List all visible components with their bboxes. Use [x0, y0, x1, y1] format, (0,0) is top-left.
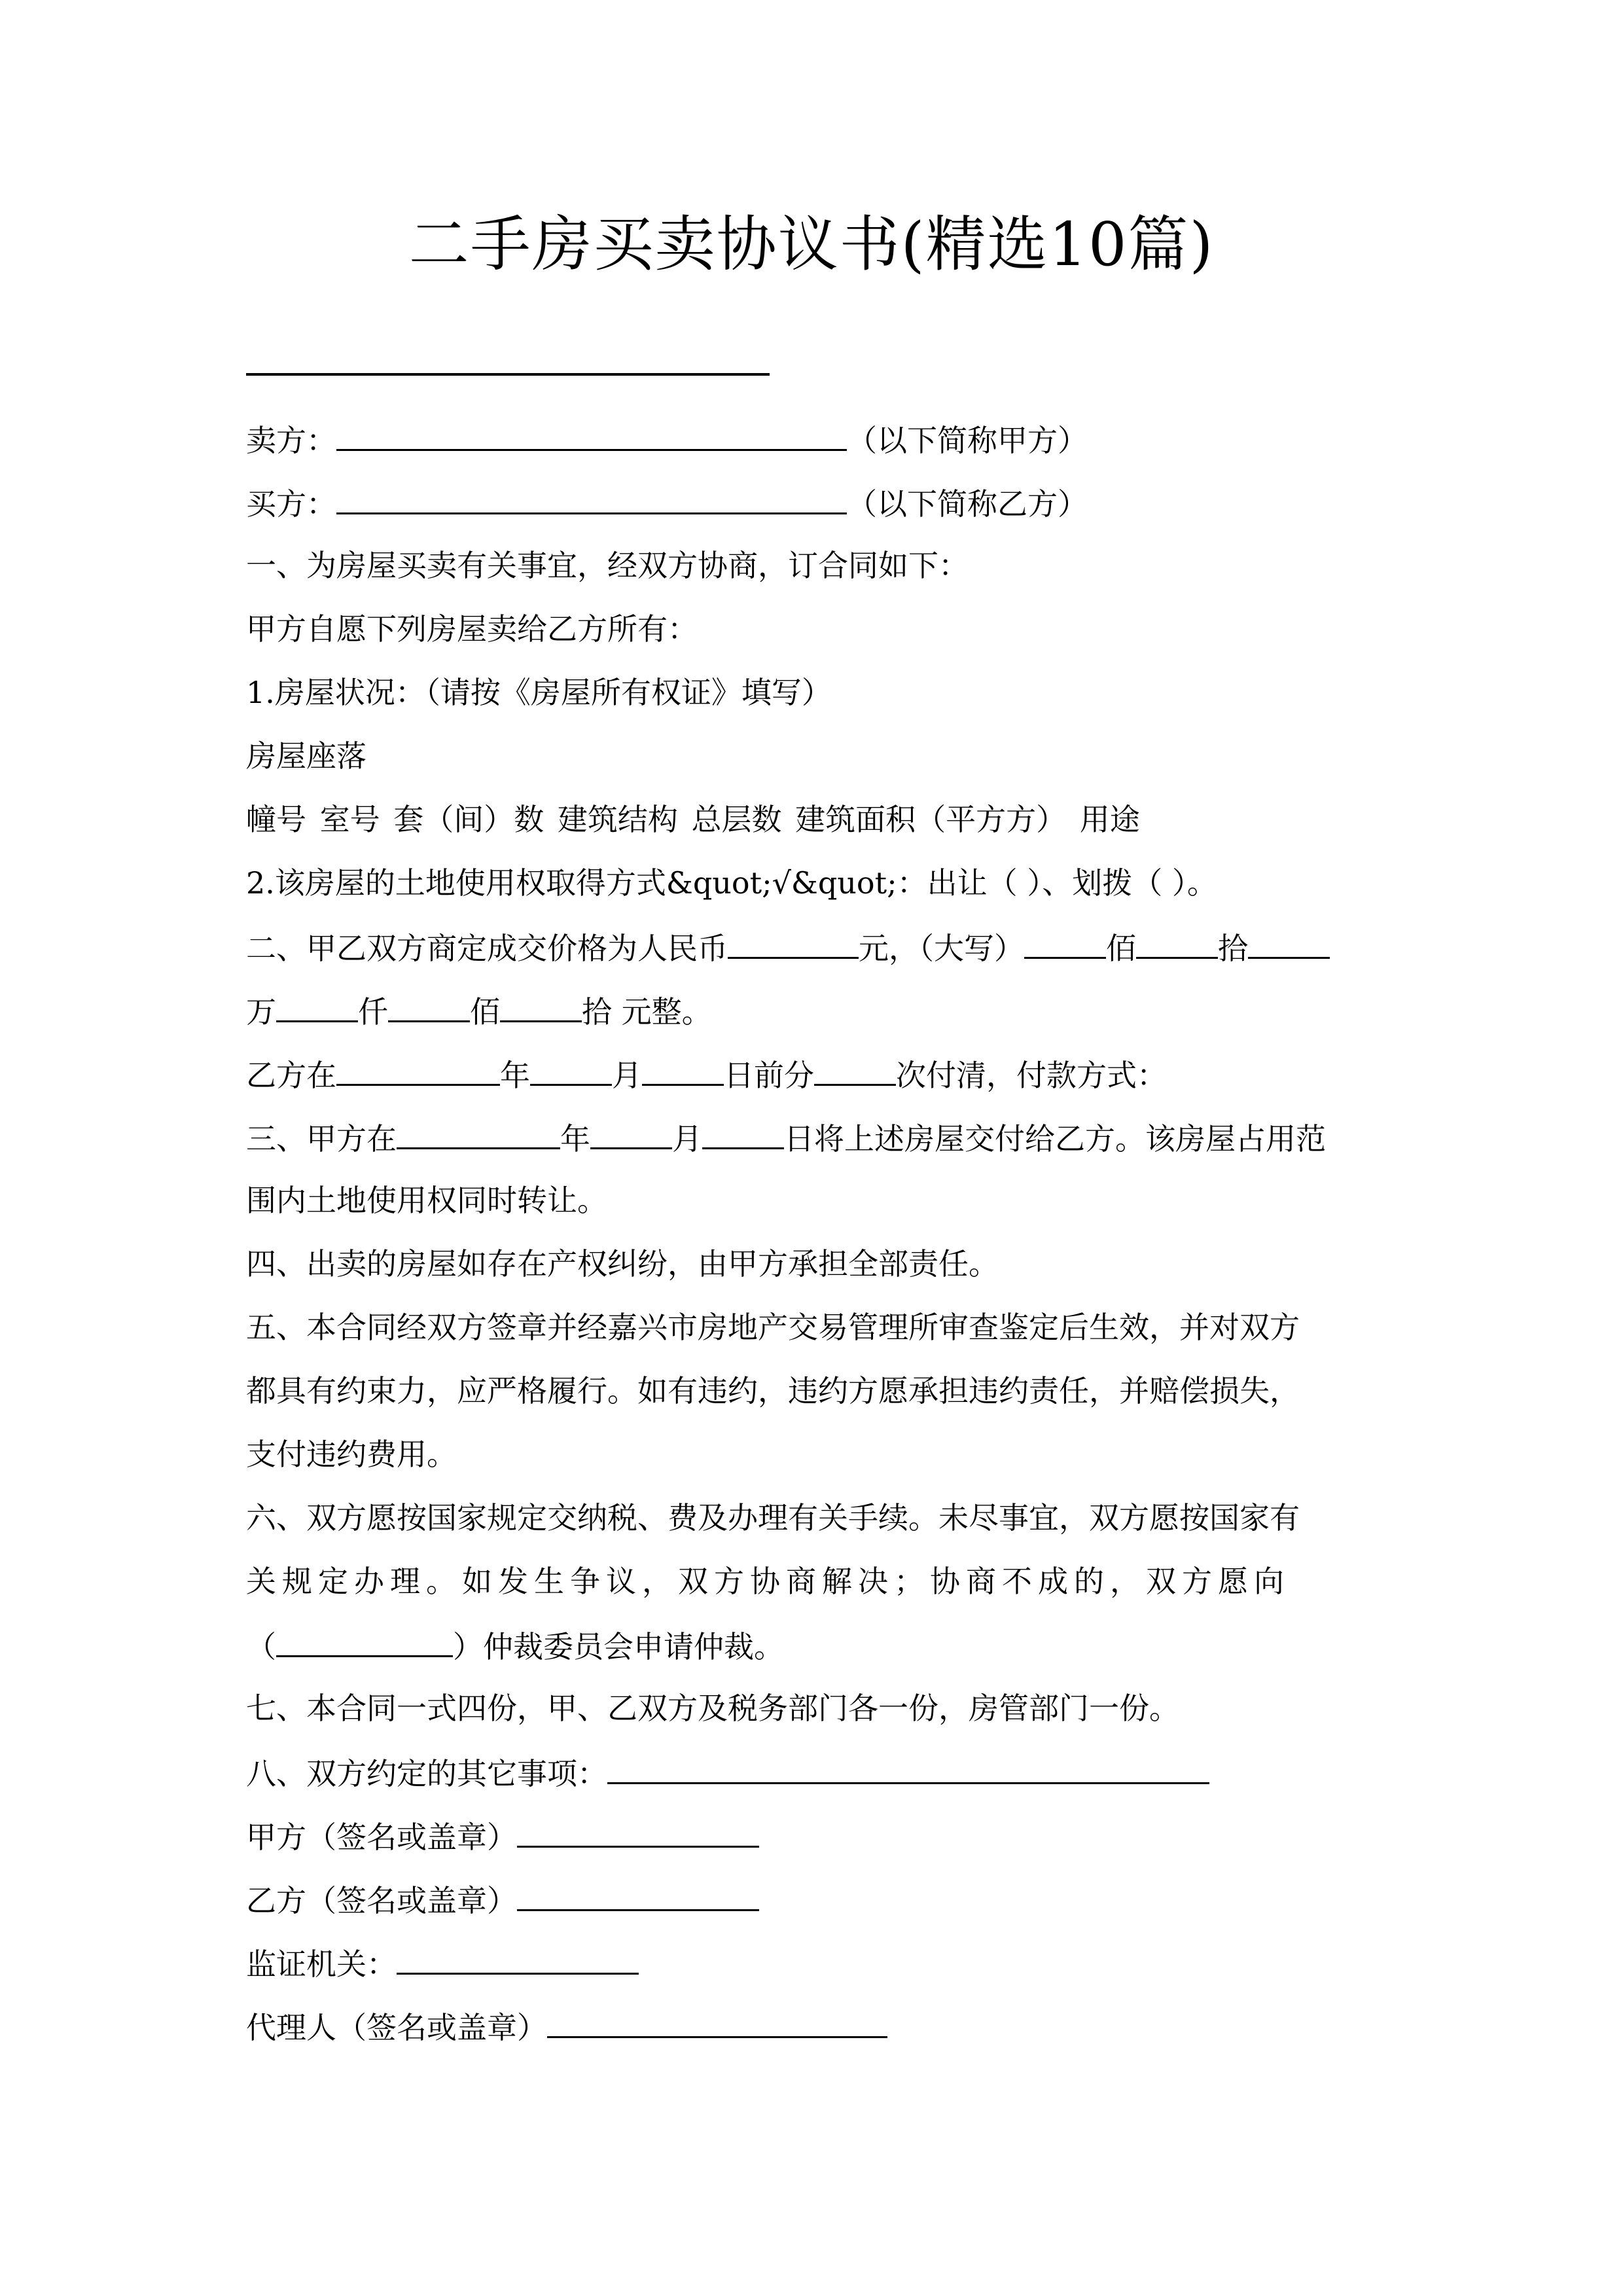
party-b-label: 乙方（签名或盖章）: [246, 1883, 517, 1918]
price-text: 佰: [1106, 931, 1136, 966]
party-a-sign-blank[interactable]: [517, 1816, 759, 1848]
supervisor-blank[interactable]: [397, 1943, 639, 1975]
supervisor-label: 监证机关：: [246, 1946, 397, 1982]
clause-5-line-3: 支付违约费用。: [246, 1437, 457, 1472]
deliver-text: 日将上述房屋交付给乙方。该房屋占用范: [784, 1121, 1326, 1157]
supervisor: [246, 1943, 639, 1984]
pay-year-blank[interactable]: [336, 1054, 500, 1086]
clause-6-line-1: 六、双方愿按国家规定交纳税、费及办理有关手续。未尽事宜，双方愿按国家有: [246, 1500, 1300, 1535]
price-bai-blank[interactable]: [1024, 927, 1106, 959]
arbitration-text: ）仲裁委员会申请仲裁。: [453, 1629, 784, 1664]
deliver-month-blank[interactable]: [590, 1117, 672, 1149]
price-shi-blank[interactable]: [1136, 927, 1218, 959]
clause-4: 四、出卖的房屋如存在产权纠纷，由甲方承担全部责任。: [246, 1246, 999, 1282]
buyer-suffix: （以下简称乙方）: [847, 486, 1088, 522]
house-status: 1.房屋状况：（请按《房屋所有权证》填写）: [246, 675, 832, 710]
price-text: 万: [246, 994, 276, 1030]
buyer-blank[interactable]: [336, 482, 847, 514]
price-line-1: [246, 927, 1330, 968]
agent-sign-blank[interactable]: [547, 2006, 887, 2038]
party-b-signature: [246, 1879, 759, 1920]
arbitration-blank[interactable]: [276, 1625, 453, 1657]
clause-1: 一、为房屋买卖有关事宜，经双方协商，订合同如下：: [246, 548, 969, 583]
clause-5-line-2: 都具有约束力，应严格履行。如有违约，违约方愿承担违约责任，并赔偿损失，: [246, 1373, 1300, 1408]
seller-suffix: （以下简称甲方）: [847, 423, 1088, 458]
deliver-text: 月: [672, 1121, 702, 1157]
pay-text: 次付清，付款方式：: [896, 1058, 1167, 1093]
price-text: 佰: [470, 994, 500, 1030]
seller-blank[interactable]: [336, 419, 847, 451]
price-label: 二、甲乙双方商定成交价格为人民币: [246, 931, 728, 966]
clause-5-line-1: 五、本合同经双方签章并经嘉兴市房地产交易管理所审查鉴定后生效，并对双方: [246, 1310, 1300, 1345]
document-title: 二手房买卖协议书(精选10篇): [408, 209, 1215, 279]
price-text: 元，（大写）: [859, 931, 1024, 966]
separator-line: [246, 373, 770, 376]
price-line-2: [246, 990, 712, 1031]
house-fields: 幢号 室号 套（间）数 建筑结构 总层数 建筑面积（平方方） 用途: [246, 802, 1140, 837]
price-shi2-blank[interactable]: [500, 990, 582, 1022]
clause-6-line-3: [246, 1625, 784, 1666]
seller-label: 卖方：: [246, 423, 336, 458]
party-a-label: 甲方（签名或盖章）: [246, 1820, 517, 1855]
agent-label: 代理人（签名或盖章）: [246, 2010, 547, 2045]
paren-open: （: [246, 1629, 276, 1664]
deliver-day-blank[interactable]: [702, 1117, 784, 1149]
clause-1-intro: 甲方自愿下列房屋卖给乙方所有：: [246, 611, 698, 647]
buyer-line: [246, 482, 1088, 524]
deliver-text: 三、甲方在: [246, 1121, 397, 1157]
buyer-label: 买方：: [246, 486, 336, 522]
pay-text: 日前分: [724, 1058, 814, 1093]
price-bai2-blank[interactable]: [388, 990, 470, 1022]
price-text: 拾: [1218, 931, 1248, 966]
delivery-line-2: 围内土地使用权同时转让。: [246, 1183, 607, 1218]
clause-8: [246, 1752, 1209, 1793]
clause-7: 七、本合同一式四份，甲、乙双方及税务部门各一份，房管部门一份。: [246, 1691, 1179, 1726]
land-use-method: 2.该房屋的土地使用权取得方式&quot;√&quot;：出让（ ）、划拨（ ）。: [246, 865, 1217, 901]
price-qian-blank[interactable]: [276, 990, 358, 1022]
price-blank[interactable]: [728, 927, 859, 959]
price-wan-blank[interactable]: [1248, 927, 1330, 959]
house-location: 房屋座落: [246, 738, 366, 774]
party-b-sign-blank[interactable]: [517, 1879, 759, 1911]
pay-text: 年: [500, 1058, 530, 1093]
pay-day-blank[interactable]: [642, 1054, 724, 1086]
deliver-text: 年: [560, 1121, 590, 1157]
pay-text: 乙方在: [246, 1058, 336, 1093]
party-a-signature: [246, 1816, 759, 1857]
pay-times-blank[interactable]: [814, 1054, 896, 1086]
pay-month-blank[interactable]: [530, 1054, 612, 1086]
delivery-line-1: [246, 1117, 1326, 1158]
clause-6-line-2: 关规定办理。如发生争议，双方协商解决；协商不成的，双方愿向: [246, 1564, 1290, 1599]
price-text: 拾 元整。: [582, 994, 712, 1030]
agent-signature: [246, 2006, 887, 2047]
seller-line: [246, 419, 1088, 460]
deliver-year-blank[interactable]: [397, 1117, 560, 1149]
price-text: 仟: [358, 994, 388, 1030]
other-matters-blank[interactable]: [607, 1752, 1209, 1784]
payment-line: [246, 1054, 1167, 1095]
pay-text: 月: [612, 1058, 642, 1093]
clause-8-label: 八、双方约定的其它事项：: [246, 1756, 607, 1791]
